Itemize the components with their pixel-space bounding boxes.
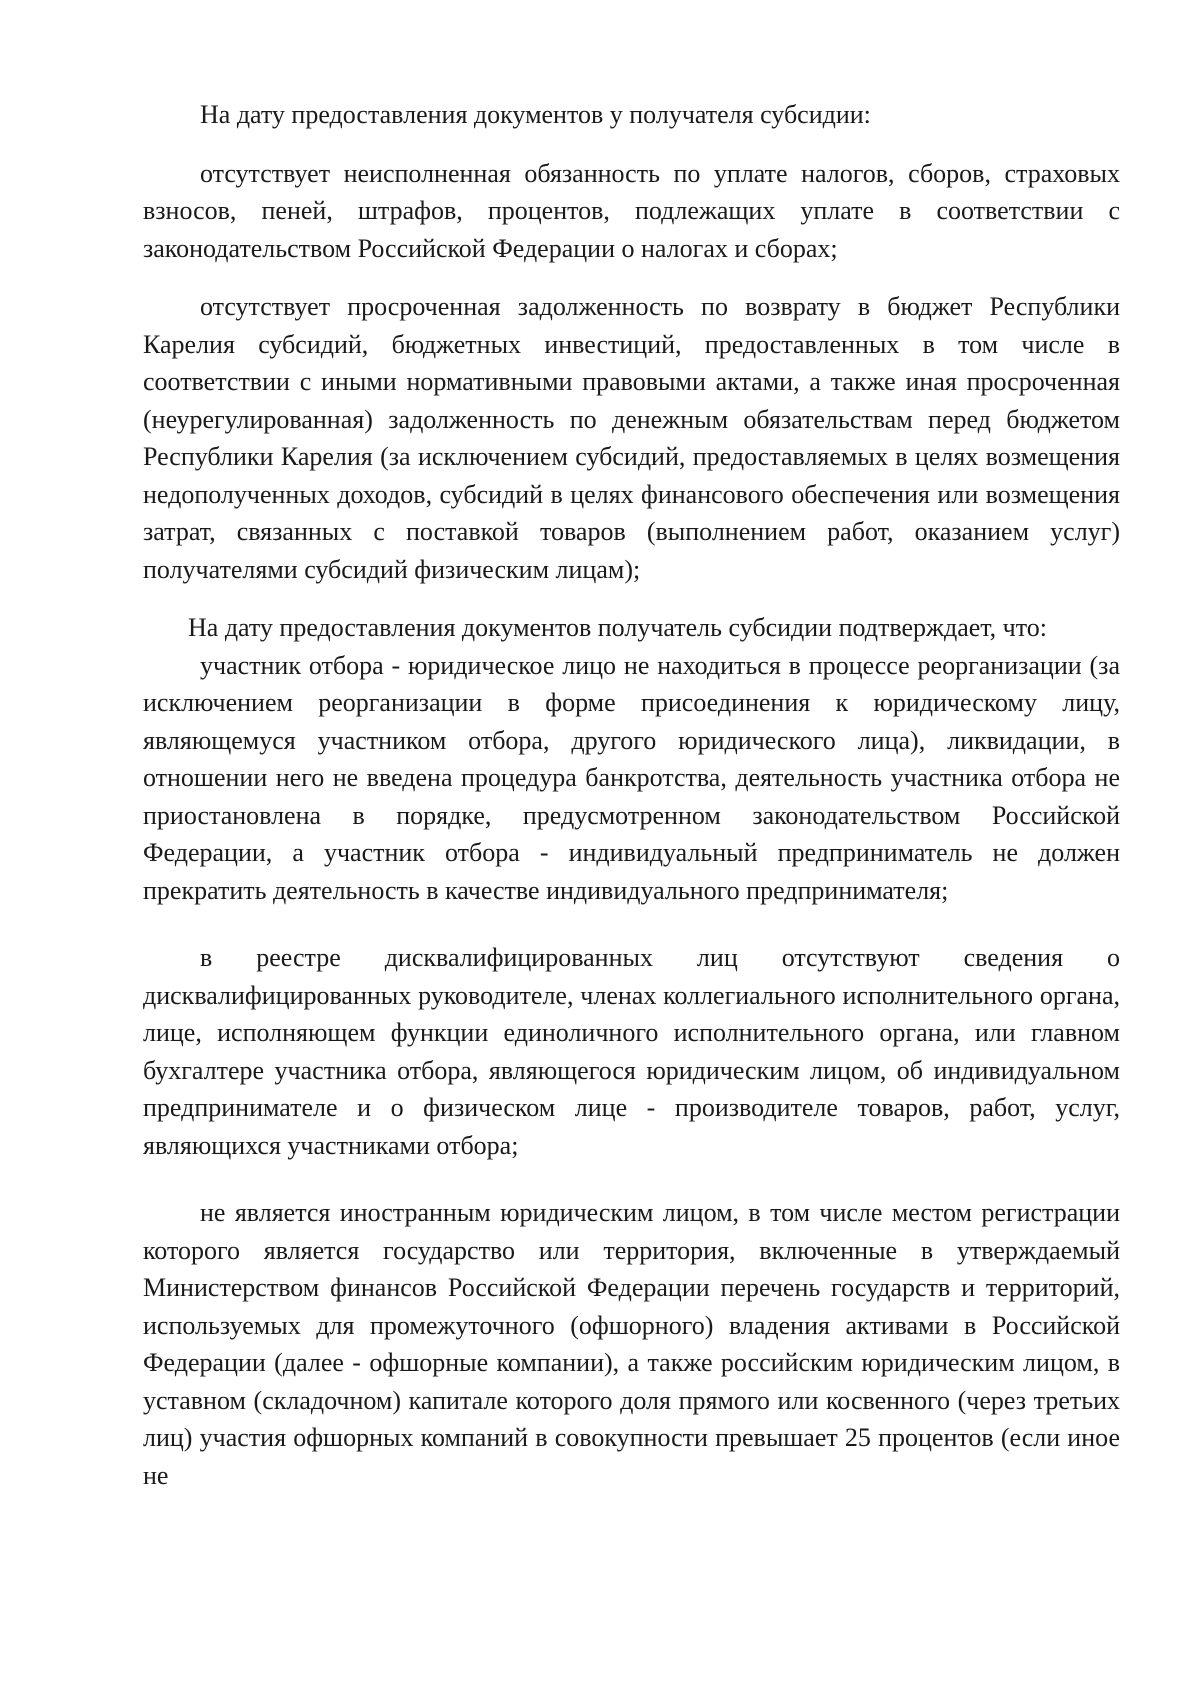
- document-body: [143, 96, 1120, 1494]
- paragraph-disqualified-registry: в реестре дисквалифицированных лиц отсутствуют сведения о дисквалифицированных руководителе, членах коллегиального исполнительного органа, лице, исполняющем функции единоличного исполнительного органа, или главном бухгалтере участника отбора, являющегося юридическим лицом, об индивидуальном предпринимателе и о физическом лице - производителе товаров, работ, услуг, являющихся участниками отбора;: [143, 943, 1120, 1160]
- paragraph-no-overdue-debt: отсутствует просроченная задолженность по возврату в бюджет Республики Карелия субсидий, бюджетных инвестиций, предоставленных в том числе в соответствии с иными нормативными правовыми актами, а также иная просроченная (неурегулированная) задолженность по денежным обязательствам перед бюджетом Республики Карелия (за исключением субсидий, предоставляемых в целях возмещения недополученных доходов, субсидий в целях финансового обеспечения или возмещения затрат, связанных с поставкой товаров (выполнением работ, оказанием услуг) получателями субсидий физическим лицам);: [143, 292, 1120, 584]
- paragraph-not-reorganizing: участник отбора - юридическое лицо не находиться в процессе реорганизации (за исключением реорганизации в форме присоединения к юридическому лицу, являющемуся участником отбора, другого юридического лица), ликвидации, в отношении него не введена процедура банкротства, деятельность участника отбора не приостановлена в порядке, предусмотренном законодательством Российской Федерации, а участник отбора - индивидуальный предприниматель не должен прекратить деятельность в качестве индивидуального предпринимателя;: [143, 650, 1120, 905]
- paragraph-intro-recipient: На дату предоставления документов у получателя субсидии:: [200, 100, 871, 129]
- paragraph-no-tax-obligation: отсутствует неисполненная обязанность по уплате налогов, сборов, страховых взносов, пеней, штрафов, процентов, подлежащих уплате в соответствии с законодательством Российской Федерации о налогах и сборах;: [143, 158, 1120, 263]
- paragraph-recipient-confirms: На дату предоставления документов получатель субсидии подтверждает, что:: [188, 613, 1048, 642]
- paragraph-not-foreign-entity: не является иностранным юридическим лицом, в том числе местом регистрации которого является государство или территория, включенные в утверждаемый Министерством финансов Российской Федерации перечень государств и территорий, используемых для промежуточного (офшорного) владения активами в Российской Федерации (далее - офшорные компании), а также российским юридическим лицом, в уставном (складочном) капитале которого доля прямого или косвенного (через третьих лиц) участия офшорных компаний в совокупности превышает 25 процентов (если иное не: [143, 1198, 1120, 1490]
